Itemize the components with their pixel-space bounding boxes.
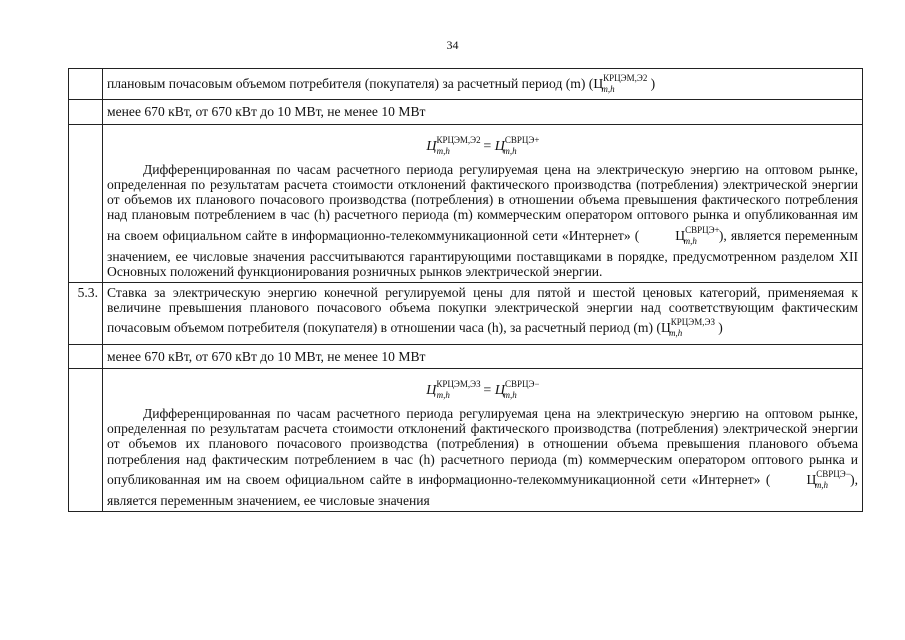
table-row <box>69 69 863 100</box>
row-number-cell: 5.3. <box>69 282 103 344</box>
table-row <box>69 124 863 282</box>
row-number-cell <box>69 344 103 368</box>
row-text: плановым почасовым объемом потребителя (покупателя) за расчетный период (m) ( <box>107 76 594 91</box>
price-symbol: $Ц^{СВРЦЭ+}$ <box>675 224 720 243</box>
text-cell <box>103 124 863 282</box>
text-cell <box>103 344 863 368</box>
text-cell <box>103 100 863 124</box>
paragraph: Дифференцированная по часам расчетного периода регулируемая цена на электрическую энергию на оптовом рынке, определенная по результатам расчета стоимости отклонений фактического производства (потребления) электрической энергии от объемов их планового почасового производства (потребления) в отношении объема превышения планового объема потребления над фактическим потреблением в час (h) расчетного периода (m) коммерческим оператором оптового рынка и опубликованная им на своем официальном сайте в информационно-телекоммуникационной сети «Интернет» ( $Ц^{СВРЦЭ-}_{m,h}$ ), является переменным значением, ее числовые значения <box>107 405 858 509</box>
formula: $Ц^{КРЦЭМ,Э2}_{m,h} = Ц^{СВРЦЭ+}_{m,h}$ <box>426 134 540 156</box>
text-cell: плановым почасовым объемом потребителя (покупателя) за расчетный период (m) ($Ц^{КРЦЭМ,Э2}_{m,h}$ ) <box>103 69 863 100</box>
price-subscript: m,h <box>601 84 615 94</box>
power-ranges: менее 670 кВт, от 670 кВт до 10 МВт, не менее 10 МВт <box>107 348 426 364</box>
table-row <box>69 368 863 511</box>
row-number-cell <box>69 100 103 124</box>
row-number-cell <box>69 368 103 511</box>
paragraph: Дифференцированная по часам расчетного периода регулируемая цена на электрическую энергию на оптовом рынке, определенная по результатам расчета стоимости отклонений фактического производства (потребления) электрической энергии от объемов их планового почасового производства (потребления) в отношении объема превышения фактического потребления над плановым потреблением в час (h) расчетного периода (m) коммерческим оператором оптового рынка и опубликованная им на своем официальном сайте в информационно-телекоммуникационной сети «Интернет» ( $Ц^{СВРЦЭ+}_{m,h}$ ), является переменным значением, ее числовые значения рассчитываются гарантирующими поставщиками в порядке, предусмотренном разделом XII Основных положений функционирования розничных рынков электрической энергии. <box>107 161 858 280</box>
text-cell <box>103 368 863 511</box>
tariff-table <box>68 68 863 512</box>
paragraph: Ставка за электрическую энергию конечной регулируемой цены для пятой и шестой ценовых категорий, применяемая к величине превышения планового почасового объема покупки электрической энергии над соответствующим фактическим почасовым объемом потребителя (покупателя) в отношении часа (h), за расчетный период (m) ($Ц^{КРЦЭМ,ЭЗ}_{m,h}$ ) <box>107 284 858 339</box>
table-row <box>69 282 863 344</box>
table-row <box>69 344 863 368</box>
table-row <box>69 100 863 124</box>
text-cell <box>103 282 863 344</box>
formula: $Ц^{КРЦЭМ,ЭЗ}_{m,h} = Ц^{СВРЦЭ-}_{m,h}$ <box>426 378 540 400</box>
power-ranges: менее 670 кВт, от 670 кВт до 10 МВт, не менее 10 МВт <box>107 104 426 120</box>
row-number-cell <box>69 69 103 100</box>
price-symbol: $Ц^{СВРЦЭ-}$ <box>806 469 851 488</box>
row-number-cell <box>69 124 103 282</box>
price-symbol: $Ц^{КРЦЭМ,Э2}$ <box>593 73 648 91</box>
page-number: 34 <box>446 38 459 52</box>
price-symbol: $Ц^{КРЦЭМ,ЭЗ}$ <box>660 317 716 336</box>
